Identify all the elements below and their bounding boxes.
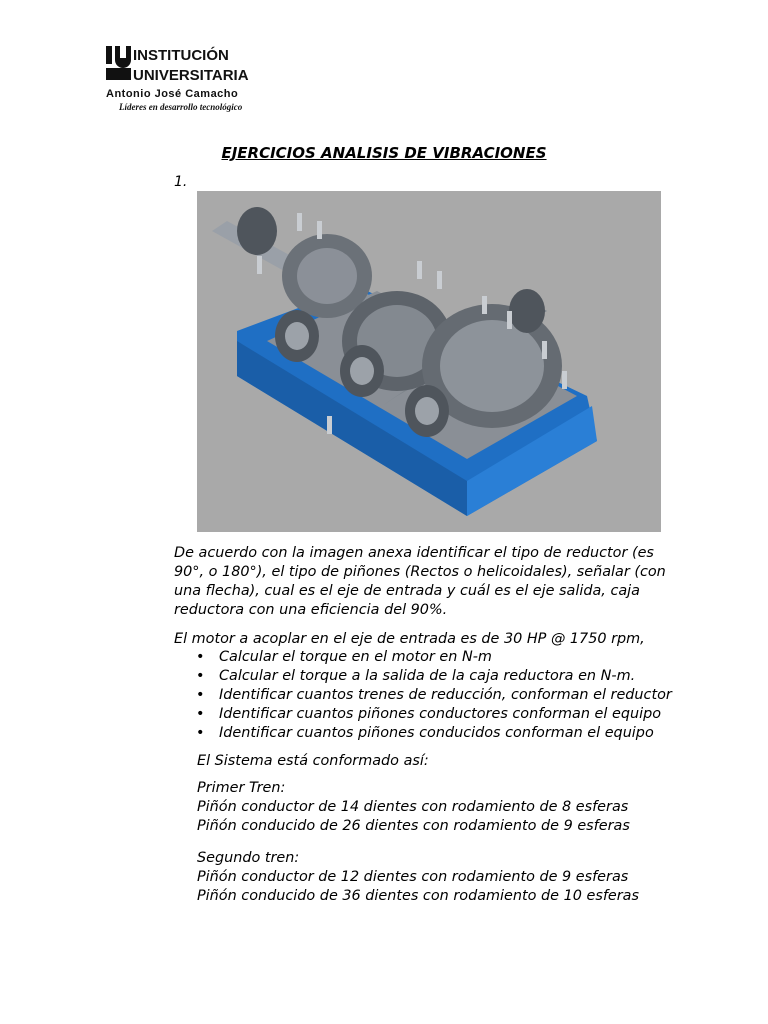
logo-line1: INSTITUCIÓN: [133, 47, 229, 64]
list-item: • Calcular el torque en el motor en N-m: [196, 648, 672, 667]
page-title: EJERCICIOS ANALISIS DE VIBRACIONES: [221, 144, 547, 162]
gear-reducer-illustration-icon: [197, 191, 661, 532]
first-train-line1: Piñón conductor de 14 dientes con rodamiento de 8 esferas: [197, 799, 629, 815]
second-train-line2: Piñón conducido de 36 dientes con rodamiento de 10 esferas: [197, 888, 639, 904]
logo-line3: Antonio José Camacho: [106, 88, 239, 100]
instructions-paragraph: De acuerdo con la imagen anexa identificar el tipo de reductor (es 90°, o 180°), el tipo de piñones (Rectos o helicoidales), señalar (con una flecha), cual es el eje de entrada y cuál es el eje salida, caja reductora con una eficiencia del 90%.: [174, 545, 666, 618]
first-train-heading: Primer Tren:: [197, 780, 286, 796]
second-train-heading: Segundo tren:: [197, 850, 300, 866]
logo-line2: UNIVERSITARIA: [133, 67, 249, 84]
system-label: El Sistema está conformado así:: [197, 753, 429, 769]
task-list: [196, 648, 672, 743]
item-number: 1.: [174, 174, 188, 190]
logo-mark-icon: [106, 46, 131, 80]
first-train-block: [197, 779, 630, 836]
list-item: • Identificar cuantos piñones conducidos conforman el equipo: [196, 724, 672, 743]
first-train-line2: Piñón conducido de 26 dientes con rodamiento de 9 esferas: [197, 818, 630, 834]
institution-logo: [106, 44, 258, 116]
second-train-block: [197, 849, 639, 906]
motor-paragraph: El motor a acoplar en el eje de entrada es de 30 HP @ 1750 rpm,: [174, 631, 645, 647]
list-item: • Calcular el torque a la salida de la caja reductora en N-m.: [196, 667, 672, 686]
list-item: • Identificar cuantos trenes de reducción, conforman el reductor: [196, 686, 672, 705]
gear-reducer-image: [197, 191, 661, 532]
logo-graphic: [106, 44, 258, 116]
logo-tagline: Líderes en desarrollo tecnológico: [119, 102, 243, 112]
list-item: • Identificar cuantos piñones conductores conforman el equipo: [196, 705, 672, 724]
second-train-line1: Piñón conductor de 12 dientes con rodamiento de 9 esferas: [197, 869, 629, 885]
